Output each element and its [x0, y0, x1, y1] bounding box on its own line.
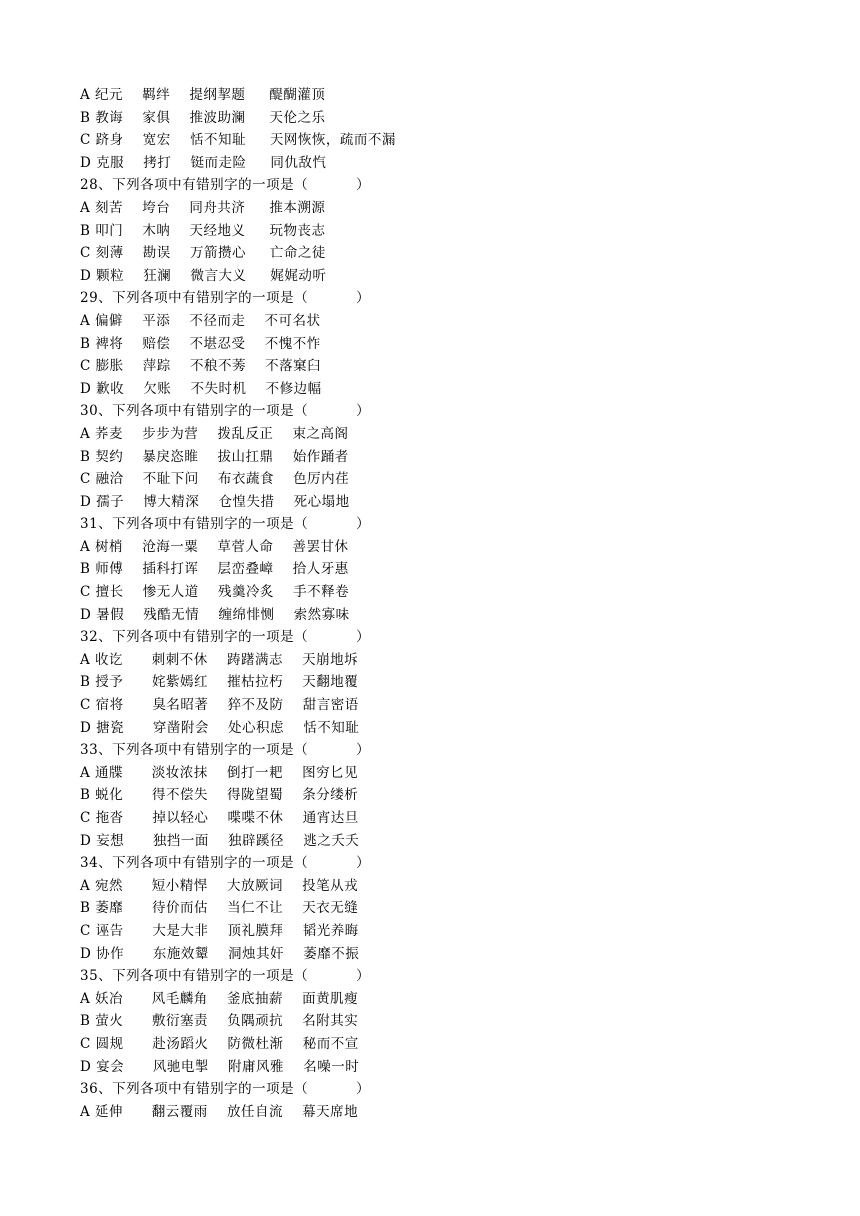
option-line: A 荞麦 步步为营 拨乱反正 束之高阁	[80, 425, 349, 442]
option-line: A 妖冶 风毛麟角 釜底抽薪 面黄肌瘦	[80, 990, 359, 1007]
option-line: D 宴会 风驰电掣 附庸风雅 名噪一时	[80, 1058, 360, 1075]
option-line: B 教诲 家俱 推波助澜 天伦之乐	[80, 109, 326, 126]
option-line: B 契约 暴戾恣睢 拔山扛鼎 始作踊者	[80, 448, 349, 465]
option-line: D 协作 东施效颦 洞烛其奸 萎靡不振	[80, 945, 360, 962]
question-line: 36、下列各项中有错别字的一项是（ ）	[80, 1081, 371, 1098]
option-line: B 蜕化 得不偿失 得陇望蜀 条分缕析	[80, 787, 359, 804]
option-line: C 跻身 宽宏 恬不知耻 天网恢恢，疏而不漏	[80, 132, 396, 149]
option-line: C 膨胀 萍踪 不稂不莠 不落窠臼	[80, 358, 322, 375]
option-line: D 歉收 欠账 不失时机 不修边幅	[80, 380, 322, 397]
option-line: A 偏僻 平添 不径而走 不可名状	[80, 312, 321, 329]
option-line: B 授予 姹紫嫣红 摧枯拉朽 天翻地覆	[80, 674, 359, 691]
option-line: D 搪瓷 穿凿附会 处心积虑 恬不知耻	[80, 719, 360, 736]
option-line: A 宛然 短小精悍 大放厥词 投笔从戎	[80, 877, 359, 894]
question-line: 33、下列各项中有错别字的一项是（ ）	[80, 742, 371, 759]
option-line: C 融洽 不耻下问 布衣蔬食 色厉内荏	[80, 471, 350, 488]
option-line: B 师傅 插科打诨 层峦叠嶂 拾人牙惠	[80, 561, 349, 578]
question-line: 30、下列各项中有错别字的一项是（ ）	[80, 403, 371, 420]
option-line: A 通牒 淡妆浓抹 倒打一耙 图穷匕见	[80, 764, 359, 781]
option-line: A 树梢 沧海一粟 草菅人命 善罢甘休	[80, 538, 349, 555]
question-line: 29、下列各项中有错别字的一项是（ ）	[80, 290, 371, 307]
question-line: 31、下列各项中有错别字的一项是（ ）	[80, 516, 371, 533]
question-line: 34、下列各项中有错别字的一项是（ ）	[80, 855, 371, 872]
question-line: 32、下列各项中有错别字的一项是（ ）	[80, 629, 371, 646]
option-line: D 暑假 残酷无情 缠绵悱恻 索然寡味	[80, 606, 350, 623]
document-body	[80, 84, 840, 1123]
option-line: D 孺子 博大精深 仓惶失措 死心塌地	[80, 493, 350, 510]
option-line: B 叩门 木呐 天经地义 玩物丧志	[80, 222, 326, 239]
option-line: C 刻薄 勘误 万箭攒心 亡命之徒	[80, 245, 326, 262]
option-line: C 拖沓 掉以轻心 喋喋不休 通宵达旦	[80, 810, 359, 826]
option-line: A 延伸 翻云覆雨 放任自流 幕天席地	[80, 1103, 359, 1120]
option-line: C 圆规 赴汤蹈火 防微杜渐 秘而不宣	[80, 1035, 359, 1052]
option-line: C 诬告 大是大非 顶礼膜拜 韬光养晦	[80, 922, 359, 939]
option-line: A 纪元 羁绊 提纲挈题 醍醐灌顶	[80, 87, 326, 103]
option-line: B 萎靡 待价而估 当仁不让 天衣无缝	[80, 900, 359, 917]
question-line: 35、下列各项中有错别字的一项是（ ）	[80, 968, 371, 985]
option-line: B 裨将 赔偿 不堪忍受 不愧不怍	[80, 335, 321, 352]
option-line: D 妄想 独挡一面 独辟蹊径 逃之夭夭	[80, 832, 360, 849]
option-line: A 刻苦 垮台 同舟共济 推本溯源	[80, 199, 326, 216]
question-line: 28、下列各项中有错别字的一项是（ ）	[80, 177, 371, 194]
option-line: C 擅长 惨无人道 残羹冷炙 手不释卷	[80, 584, 350, 601]
option-line: B 萤火 敷衍塞责 负隅顽抗 名附其实	[80, 1013, 359, 1030]
option-line: A 收讫 刺刺不休 踌躇满志 天崩地坼	[80, 651, 359, 668]
option-line: C 宿将 臭名昭著 猝不及防 甜言密语	[80, 697, 359, 714]
option-line: D 克服 拷打 铤而走险 同仇敌忾	[80, 154, 327, 171]
option-line: D 颗粒 狂澜 微言大义 娓娓动听	[80, 267, 327, 284]
